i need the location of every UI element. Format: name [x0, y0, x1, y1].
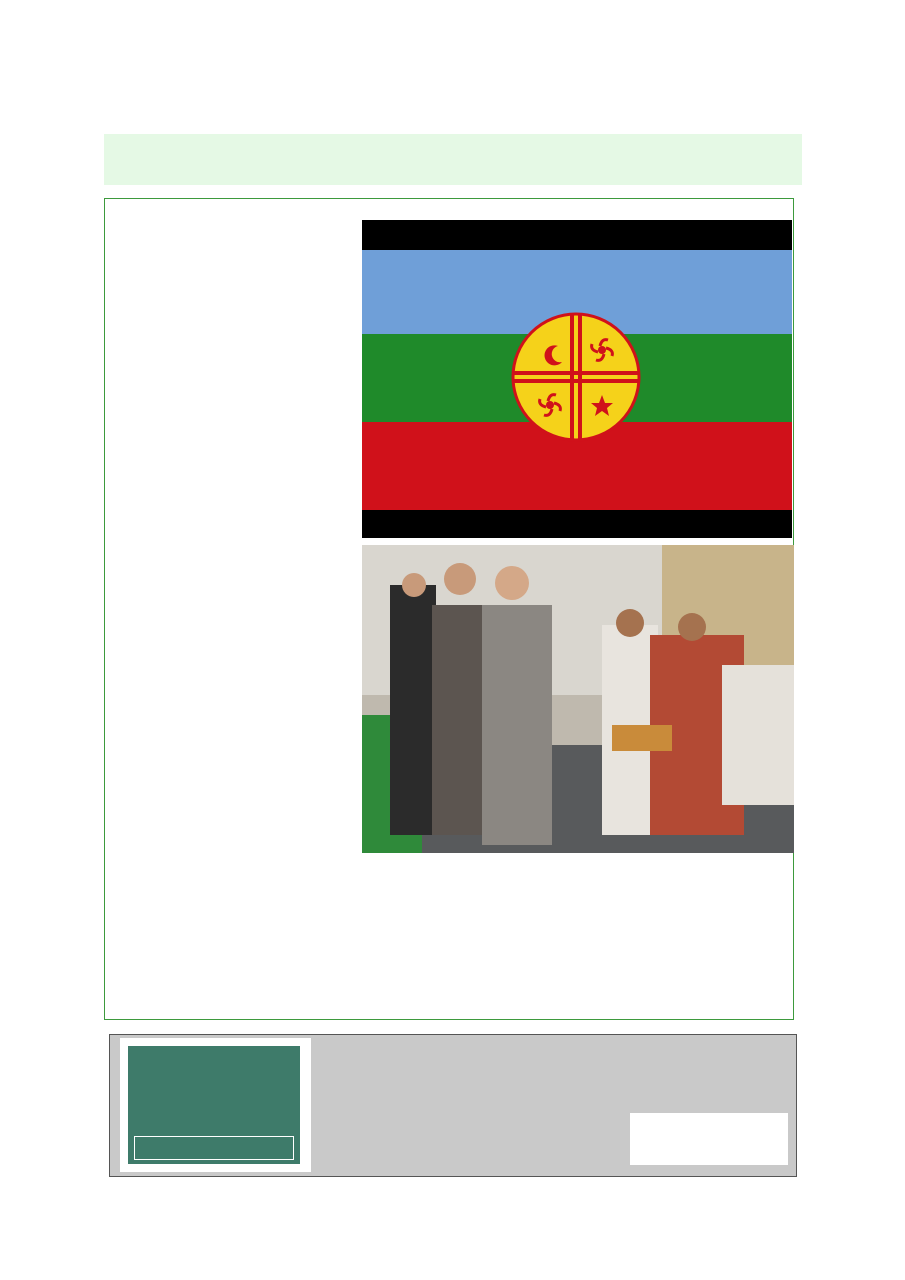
mapuche-flag-image — [362, 220, 792, 538]
ceremony-photo — [362, 545, 794, 853]
gyc-logo — [120, 1038, 311, 1172]
title-banner — [104, 134, 802, 185]
contact-box — [630, 1113, 788, 1165]
advertisement-banner — [109, 1034, 797, 1177]
article-box — [104, 198, 794, 1020]
logo-subtitle — [134, 1136, 294, 1160]
